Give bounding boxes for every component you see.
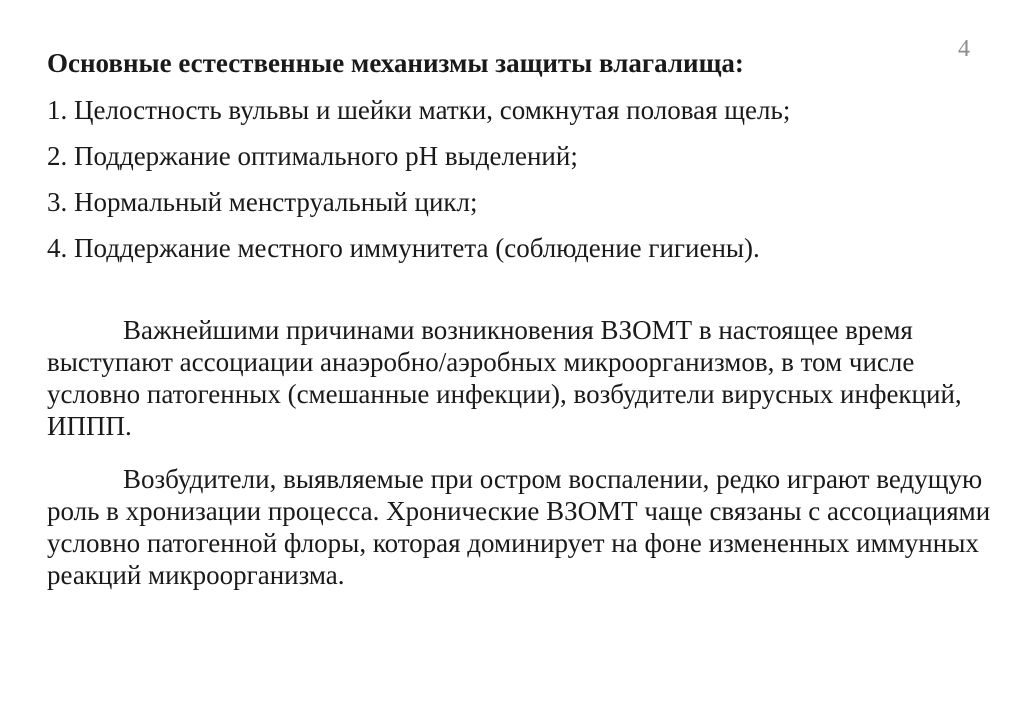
defense-mechanisms-list [47,87,790,271]
causes-paragraph: Важнейшими причинами возникновения ВЗОМТ в настоящее время выступают ассоциации анаэробно/аэробных микроорганизмов, в том числе условно патогенных (смешанные инфекции), возбудители вирусных инфекций, ИППП. [47,315,962,441]
slide-heading: Основные естественные механизмы защиты влагалища: [47,48,744,78]
page-number: 4 [958,36,970,62]
chronic-paragraph: Возбудители, выявляемые при остром воспалении, редко играют ведущую роль в хронизации процесса. Хронические ВЗОМТ чаще связаны с ассоциациями условно патогенной флоры, которая доминирует на фоне измененных иммунных реакций микроорганизма. [47,464,991,590]
list-item: 1. Целостность вульвы и шейки матки, сомкнутая половая щель; [47,95,791,125]
list-item: 4. Поддержание местного иммунитета (соблюдение гигиены). [47,233,760,263]
list-item: 3. Нормальный менструальный цикл; [47,187,478,217]
list-item: 2. Поддержание оптимального рН выделений; [47,141,578,171]
